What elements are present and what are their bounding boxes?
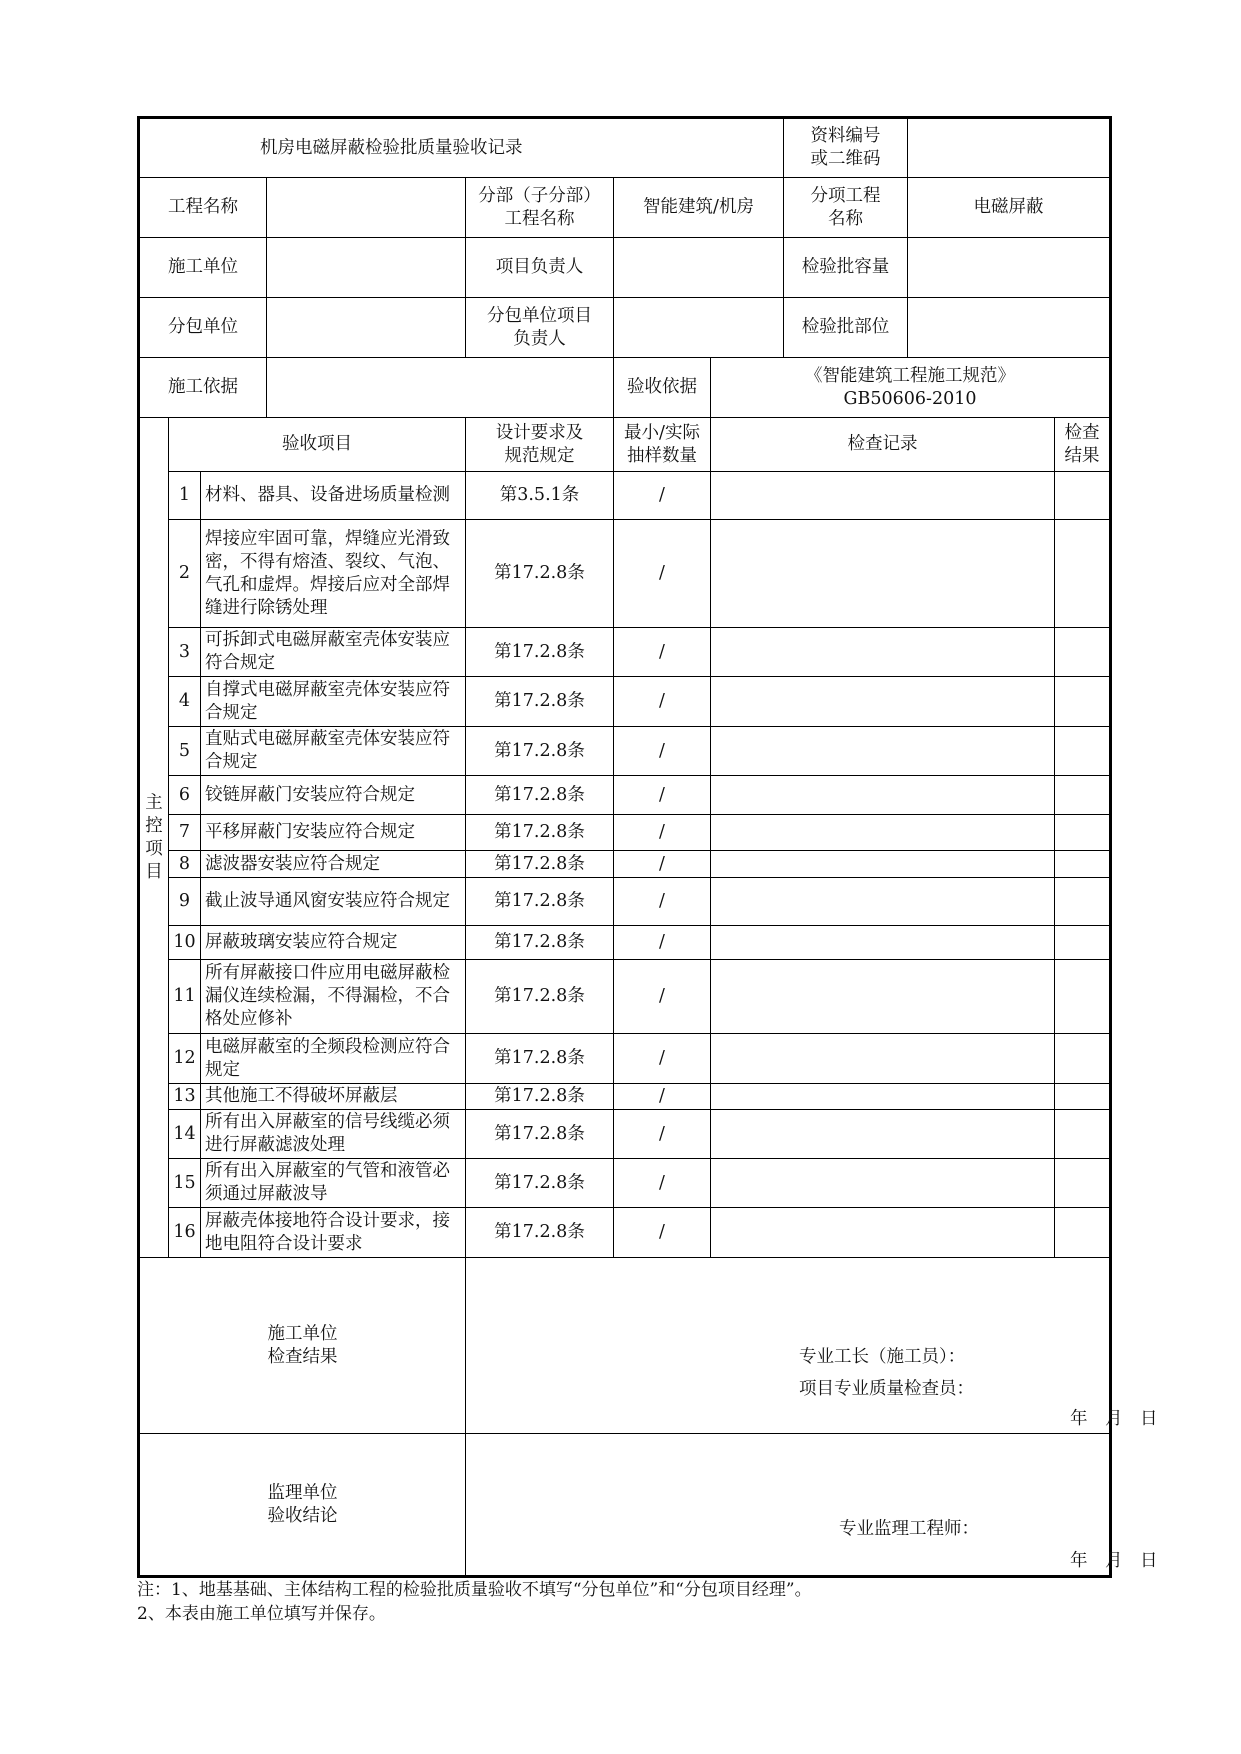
item-record[interactable] (711, 520, 1055, 628)
item-requirement: 第17.2.8条 (466, 878, 614, 926)
item-record[interactable] (711, 1159, 1055, 1208)
item-record[interactable] (711, 727, 1055, 776)
doc-no-label: 资料编号 或二维码 (784, 118, 908, 178)
construction-check-label: 施工单位 检查结果 (139, 1258, 466, 1434)
item-number: 1 (169, 472, 201, 520)
item-record[interactable] (711, 851, 1055, 878)
item-text: 焊接应牢固可靠，焊缝应光滑致密，不得有熔渣、裂纹、气泡、气孔和虚焊。焊接后应对全部焊缝进行除锈处理 (201, 520, 466, 628)
footnote-1: 注：1、地基基础、主体结构工程的检验批质量验收不填写“分包单位”和“分包项目经理”。 (137, 1580, 812, 1600)
supervision-area[interactable] (466, 1434, 1158, 1577)
main-control-group-label: 主 控 项 目 (139, 418, 169, 1258)
item-number: 4 (169, 677, 201, 727)
item-requirement: 第17.2.8条 (466, 926, 614, 960)
item-result[interactable] (1055, 776, 1111, 815)
table-row (139, 520, 1111, 628)
item-text: 其他施工不得破坏屏蔽层 (201, 1084, 466, 1110)
table-row (139, 628, 1111, 677)
item-sample: / (614, 1159, 711, 1208)
item-result[interactable] (1055, 1208, 1111, 1258)
batch-capacity-value[interactable] (908, 238, 1111, 298)
item-record[interactable] (711, 878, 1055, 926)
doc-no-value[interactable] (908, 118, 1111, 178)
item-number: 5 (169, 727, 201, 776)
item-sample: / (614, 1084, 711, 1110)
item-sample: / (614, 1110, 711, 1159)
item-sample: / (614, 815, 711, 851)
project-leader-label: 项目负责人 (466, 238, 614, 298)
item-sample: / (614, 520, 711, 628)
item-requirement: 第17.2.8条 (466, 776, 614, 815)
project-leader-value[interactable] (614, 238, 784, 298)
item-record[interactable] (711, 677, 1055, 727)
item-sample: / (614, 851, 711, 878)
item-text: 所有出入屏蔽室的信号线缆必须进行屏蔽滤波处理 (201, 1110, 466, 1159)
acceptance-basis-value: 《智能建筑工程施工规范》 GB50606-2010 (711, 358, 1111, 418)
item-sample: / (614, 1208, 711, 1258)
item-number: 12 (169, 1034, 201, 1084)
sub-division-label: 分部（子分部） 工程名称 (466, 178, 614, 238)
batch-capacity-label: 检验批容量 (784, 238, 908, 298)
item-record[interactable] (711, 1110, 1055, 1159)
item-text: 屏蔽玻璃安装应符合规定 (201, 926, 466, 960)
item-number: 11 (169, 960, 201, 1034)
batch-location-label: 检验批部位 (784, 298, 908, 358)
form-title: 机房电磁屏蔽检验批质量验收记录 (139, 118, 784, 178)
column-item: 验收项目 (169, 418, 466, 472)
column-check-result: 检查 结果 (1055, 418, 1111, 472)
batch-location-value[interactable] (908, 298, 1111, 358)
item-result[interactable] (1055, 677, 1111, 727)
table-row (139, 472, 1111, 520)
table-row (139, 1110, 1111, 1159)
item-text: 电磁屏蔽室的全频段检测应符合规定 (201, 1034, 466, 1084)
item-result[interactable] (1055, 520, 1111, 628)
item-result[interactable] (1055, 960, 1111, 1034)
supervision-label: 监理单位 验收结论 (139, 1434, 466, 1577)
column-design-requirement: 设计要求及 规范规定 (466, 418, 614, 472)
item-sample: / (614, 628, 711, 677)
item-number: 3 (169, 628, 201, 677)
supervising-engineer-label: 专业监理工程师： (839, 1519, 979, 1539)
item-text: 铰链屏蔽门安装应符合规定 (201, 776, 466, 815)
footnotes (137, 1578, 812, 1626)
item-result[interactable] (1055, 878, 1111, 926)
item-number: 7 (169, 815, 201, 851)
item-sample: / (614, 926, 711, 960)
item-text: 滤波器安装应符合规定 (201, 851, 466, 878)
item-record[interactable] (711, 1084, 1055, 1110)
table-row (139, 1159, 1111, 1208)
item-requirement: 第17.2.8条 (466, 727, 614, 776)
construction-unit-label: 施工单位 (139, 238, 267, 298)
project-name-label: 工程名称 (139, 178, 267, 238)
table-row (139, 1084, 1111, 1110)
item-result[interactable] (1055, 1084, 1111, 1110)
construction-basis-value[interactable] (267, 358, 614, 418)
item-result[interactable] (1055, 1034, 1111, 1084)
subcontract-unit-label: 分包单位 (139, 298, 267, 358)
item-text: 所有屏蔽接口件应用电磁屏蔽检漏仪连续检漏，不得漏检，不合格处应修补 (201, 960, 466, 1034)
item-record[interactable] (711, 472, 1055, 520)
item-requirement: 第17.2.8条 (466, 815, 614, 851)
table-row (139, 851, 1111, 878)
item-result[interactable] (1055, 628, 1111, 677)
item-result[interactable] (1055, 472, 1111, 520)
item-text: 截止波导通风窗安装应符合规定 (201, 878, 466, 926)
item-record[interactable] (711, 960, 1055, 1034)
item-sample: / (614, 776, 711, 815)
item-record[interactable] (711, 1208, 1055, 1258)
column-check-record: 检查记录 (711, 418, 1055, 472)
item-number: 16 (169, 1208, 201, 1258)
item-result[interactable] (1055, 727, 1111, 776)
table-row (139, 776, 1111, 815)
construction-check-date: 年 月 日 (1070, 1409, 1158, 1429)
item-number: 14 (169, 1110, 201, 1159)
item-requirement: 第17.2.8条 (466, 1034, 614, 1084)
table-row (139, 1208, 1111, 1258)
item-requirement: 第17.2.8条 (466, 1084, 614, 1110)
item-result[interactable] (1055, 1110, 1111, 1159)
item-requirement: 第17.2.8条 (466, 851, 614, 878)
item-number: 9 (169, 878, 201, 926)
item-sample: / (614, 878, 711, 926)
item-text: 材料、器具、设备进场质量检测 (201, 472, 466, 520)
item-requirement: 第17.2.8条 (466, 520, 614, 628)
item-record[interactable] (711, 1034, 1055, 1084)
item-sample: / (614, 727, 711, 776)
item-number: 15 (169, 1159, 201, 1208)
item-sample: / (614, 472, 711, 520)
table-row (139, 727, 1111, 776)
inspection-record-table (137, 116, 1158, 1578)
construction-check-area[interactable] (466, 1258, 1158, 1434)
table-row (139, 677, 1111, 727)
item-requirement: 第17.2.8条 (466, 1159, 614, 1208)
item-requirement: 第17.2.8条 (466, 677, 614, 727)
column-sample-quantity: 最小/实际 抽样数量 (614, 418, 711, 472)
item-text: 屏蔽壳体接地符合设计要求，接地电阻符合设计要求 (201, 1208, 466, 1258)
supervision-date: 年 月 日 (1070, 1551, 1158, 1571)
table-row (139, 926, 1111, 960)
item-text: 直贴式电磁屏蔽室壳体安装应符合规定 (201, 727, 466, 776)
sub-item-label: 分项工程 名称 (784, 178, 908, 238)
subcontract-leader-label: 分包单位项目 负责人 (466, 298, 614, 358)
item-requirement: 第17.2.8条 (466, 628, 614, 677)
item-record[interactable] (711, 628, 1055, 677)
item-requirement: 第3.5.1条 (466, 472, 614, 520)
item-sample: / (614, 960, 711, 1034)
item-number: 6 (169, 776, 201, 815)
item-text: 平移屏蔽门安装应符合规定 (201, 815, 466, 851)
item-number: 8 (169, 851, 201, 878)
item-record[interactable] (711, 776, 1055, 815)
item-result[interactable] (1055, 851, 1111, 878)
item-result[interactable] (1055, 1159, 1111, 1208)
table-row (139, 960, 1111, 1034)
item-record[interactable] (711, 926, 1055, 960)
item-number: 2 (169, 520, 201, 628)
item-requirement: 第17.2.8条 (466, 1110, 614, 1159)
table-row (139, 815, 1111, 851)
item-text: 所有出入屏蔽室的气管和液管必须通过屏蔽波导 (201, 1159, 466, 1208)
acceptance-basis-label: 验收依据 (614, 358, 711, 418)
sub-item-value: 电磁屏蔽 (908, 178, 1111, 238)
table-row (139, 878, 1111, 926)
item-text: 自撑式电磁屏蔽室壳体安装应符合规定 (201, 677, 466, 727)
item-number: 10 (169, 926, 201, 960)
item-record[interactable] (711, 815, 1055, 851)
construction-unit-value[interactable] (267, 238, 466, 298)
sub-division-value: 智能建筑/机房 (614, 178, 784, 238)
table-row (139, 1034, 1111, 1084)
item-result[interactable] (1055, 926, 1111, 960)
item-sample: / (614, 677, 711, 727)
item-requirement: 第17.2.8条 (466, 960, 614, 1034)
footnote-2: 2、本表由施工单位填写并保存。 (137, 1604, 386, 1624)
item-result[interactable] (1055, 815, 1111, 851)
item-number: 13 (169, 1084, 201, 1110)
item-sample: / (614, 1034, 711, 1084)
construction-basis-label: 施工依据 (139, 358, 267, 418)
subcontract-unit-value[interactable] (267, 298, 466, 358)
subcontract-leader-value[interactable] (614, 298, 784, 358)
item-text: 可拆卸式电磁屏蔽室壳体安装应符合规定 (201, 628, 466, 677)
item-requirement: 第17.2.8条 (466, 1208, 614, 1258)
foreman-signature-label: 专业工长（施工员）： (799, 1347, 966, 1367)
project-name-value[interactable] (267, 178, 466, 238)
inspector-signature-label: 项目专业质量检查员： (799, 1379, 974, 1399)
